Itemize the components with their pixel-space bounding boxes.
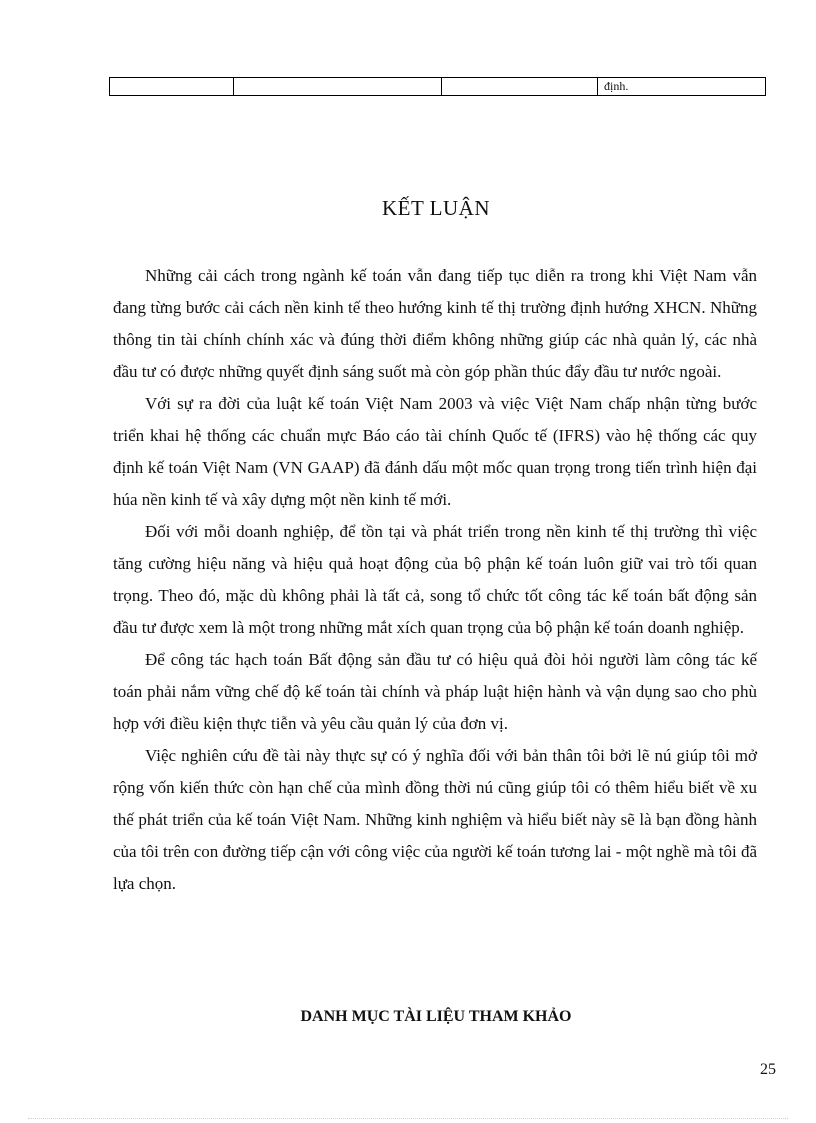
table-cell xyxy=(110,78,234,96)
table-cell xyxy=(234,78,442,96)
paragraph: Để công tác hạch toán Bất động sản đầu tư có hiệu quả đòi hỏi người làm công tác kế toán phải nắm vững chế độ kế toán tài chính và pháp luật hiện hành và vận dụng sao cho phù hợp với điều kiện thực tiễn và yêu cầu quản lý của đơn vị. xyxy=(113,650,757,733)
page-title: KẾT LUẬN xyxy=(381,196,490,220)
page-bottom-divider xyxy=(28,1118,788,1119)
references-heading: DANH MỤC TÀI LIỆU THAM KHẢO xyxy=(300,1008,572,1025)
table-row xyxy=(110,78,766,96)
paragraph: Với sự ra đời của luật kế toán Việt Nam 2003 và việc Việt Nam chấp nhận từng bước triển khai hệ thống các chuẩn mực Báo cáo tài chính Quốc tế (IFRS) vào hệ thống các quy định kế toán Việt Nam (VN GAAP) đã đánh dấu một mốc quan trọng trong tiến trình hiện đại húa nền kinh tế và xây dựng một nền kinh tế mới. xyxy=(113,394,757,509)
table-cell xyxy=(442,78,598,96)
paragraph: Những cải cách trong ngành kế toán vẫn đang tiếp tục diễn ra trong khi Việt Nam vẫn đang từng bước cải cách nền kinh tế theo hướng kinh tế thị trường định hướng XHCN. Những thông tin tài chính chính xác và đúng thời điểm không những giúp các nhà quản lý, các nhà đầu tư có được những quyết định sáng suốt mà còn góp phần thúc đẩy đầu tư nước ngoài. xyxy=(113,266,757,381)
conclusion-body xyxy=(113,260,757,900)
paragraph: Việc nghiên cứu đề tài này thực sự có ý nghĩa đối với bản thân tôi bởi lẽ nú giúp tôi mở rộng vốn kiến thức còn hạn chế của mình đồng thời nú cũng giúp tôi có thêm hiểu biết về xu thế phát triển của kế toán Việt Nam. Những kinh nghiệm và hiểu biết này sẽ là bạn đồng hành của tôi trên con đường tiếp cận với công việc của người kế toán tương lai - một nghề mà tôi đã lựa chọn. xyxy=(113,746,757,893)
table-cell: định. xyxy=(598,78,766,96)
page-number: 25 xyxy=(760,1061,776,1078)
paragraph: Đối với mỗi doanh nghiệp, để tồn tại và phát triển trong nền kinh tế thị trường thì việc tăng cường hiệu năng và hiệu quả hoạt động của bộ phận kế toán luôn giữ vai trò tối quan trọng. Theo đó, mặc dù không phải là tất cả, song tổ chức tốt công tác kế toán bất động sản đầu tư được xem là một trong những mắt xích quan trọng của bộ phận kế toán doanh nghiệp. xyxy=(113,522,757,637)
continued-table xyxy=(109,77,766,96)
